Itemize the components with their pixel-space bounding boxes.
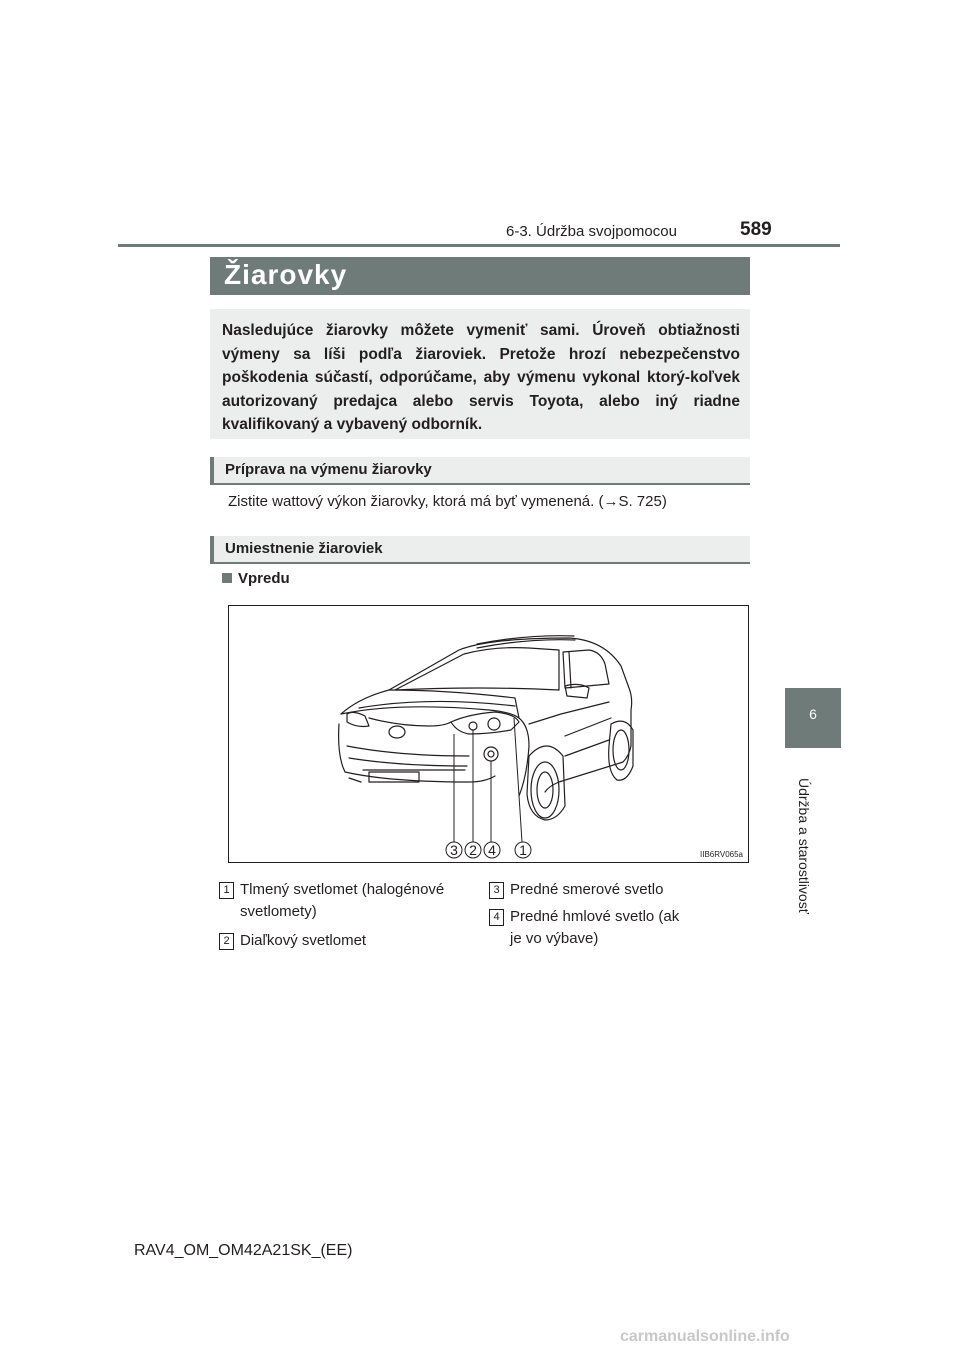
square-bullet-icon <box>222 573 232 583</box>
section-heading-preparation <box>210 457 750 485</box>
page-number: 589 <box>740 219 772 240</box>
legend-number: 1 <box>219 882 234 899</box>
chapter-tab <box>785 688 841 748</box>
subheading-text: Vpredu <box>238 570 290 587</box>
section-heading-locations <box>210 536 750 564</box>
section-heading-text: Príprava na výmenu žiarovky <box>225 461 432 478</box>
page-title-bar <box>210 257 750 295</box>
chapter-title: Údržba a starostlivosť <box>796 778 812 914</box>
legend-text: Tlmený svetlomet (halogénové svetlomety) <box>240 881 445 920</box>
legend-text: Predné smerové svetlo <box>510 881 664 898</box>
document-code: RAV4_OM_OM42A21SK_(EE) <box>134 1242 353 1259</box>
legend-text: Predné hmlové svetlo (ak je vo výbave) <box>510 908 680 947</box>
callout-label: 4 <box>488 842 496 858</box>
chapter-number: 6 <box>809 706 817 722</box>
preparation-text: Zistite wattový výkon žiarovky, ktorá má byť vymenená. (→S. 725) <box>228 493 667 510</box>
subheading-front <box>222 570 290 587</box>
callout-label: 3 <box>450 842 458 858</box>
legend-number: 3 <box>489 882 504 899</box>
section-header: 6-3. Údržba svojpomocou <box>506 223 677 240</box>
intro-text: Nasledujúce žiarovky môžete vymeniť sami. Úroveň obtiažnosti výmeny sa líši podľa žiaroviek. Pretože hrozí nebezpečenstvo poškodenia súčastí, odporúčame, aby výmenu vykonal ktorý-koľvek autorizovaný predajca alebo servis Toyota, alebo iný riadne kvalifikovaný a vybavený odborník. <box>222 322 740 433</box>
figure-code: IIB6RV065a <box>700 850 743 859</box>
section-heading-text: Umiestnenie žiaroviek <box>225 540 383 557</box>
legend-number: 2 <box>219 933 234 950</box>
header-rule <box>118 244 840 247</box>
callout-label: 1 <box>519 842 527 858</box>
page-title: Žiarovky <box>224 259 348 290</box>
car-front-figure <box>228 605 749 863</box>
intro-box <box>210 309 750 439</box>
legend-number: 4 <box>489 909 504 926</box>
watermark: carmanualsonline.info <box>620 1328 790 1345</box>
legend-text: Diaľkový svetlomet <box>240 932 367 949</box>
callout-label: 2 <box>469 842 477 858</box>
car-illustration <box>229 606 749 863</box>
